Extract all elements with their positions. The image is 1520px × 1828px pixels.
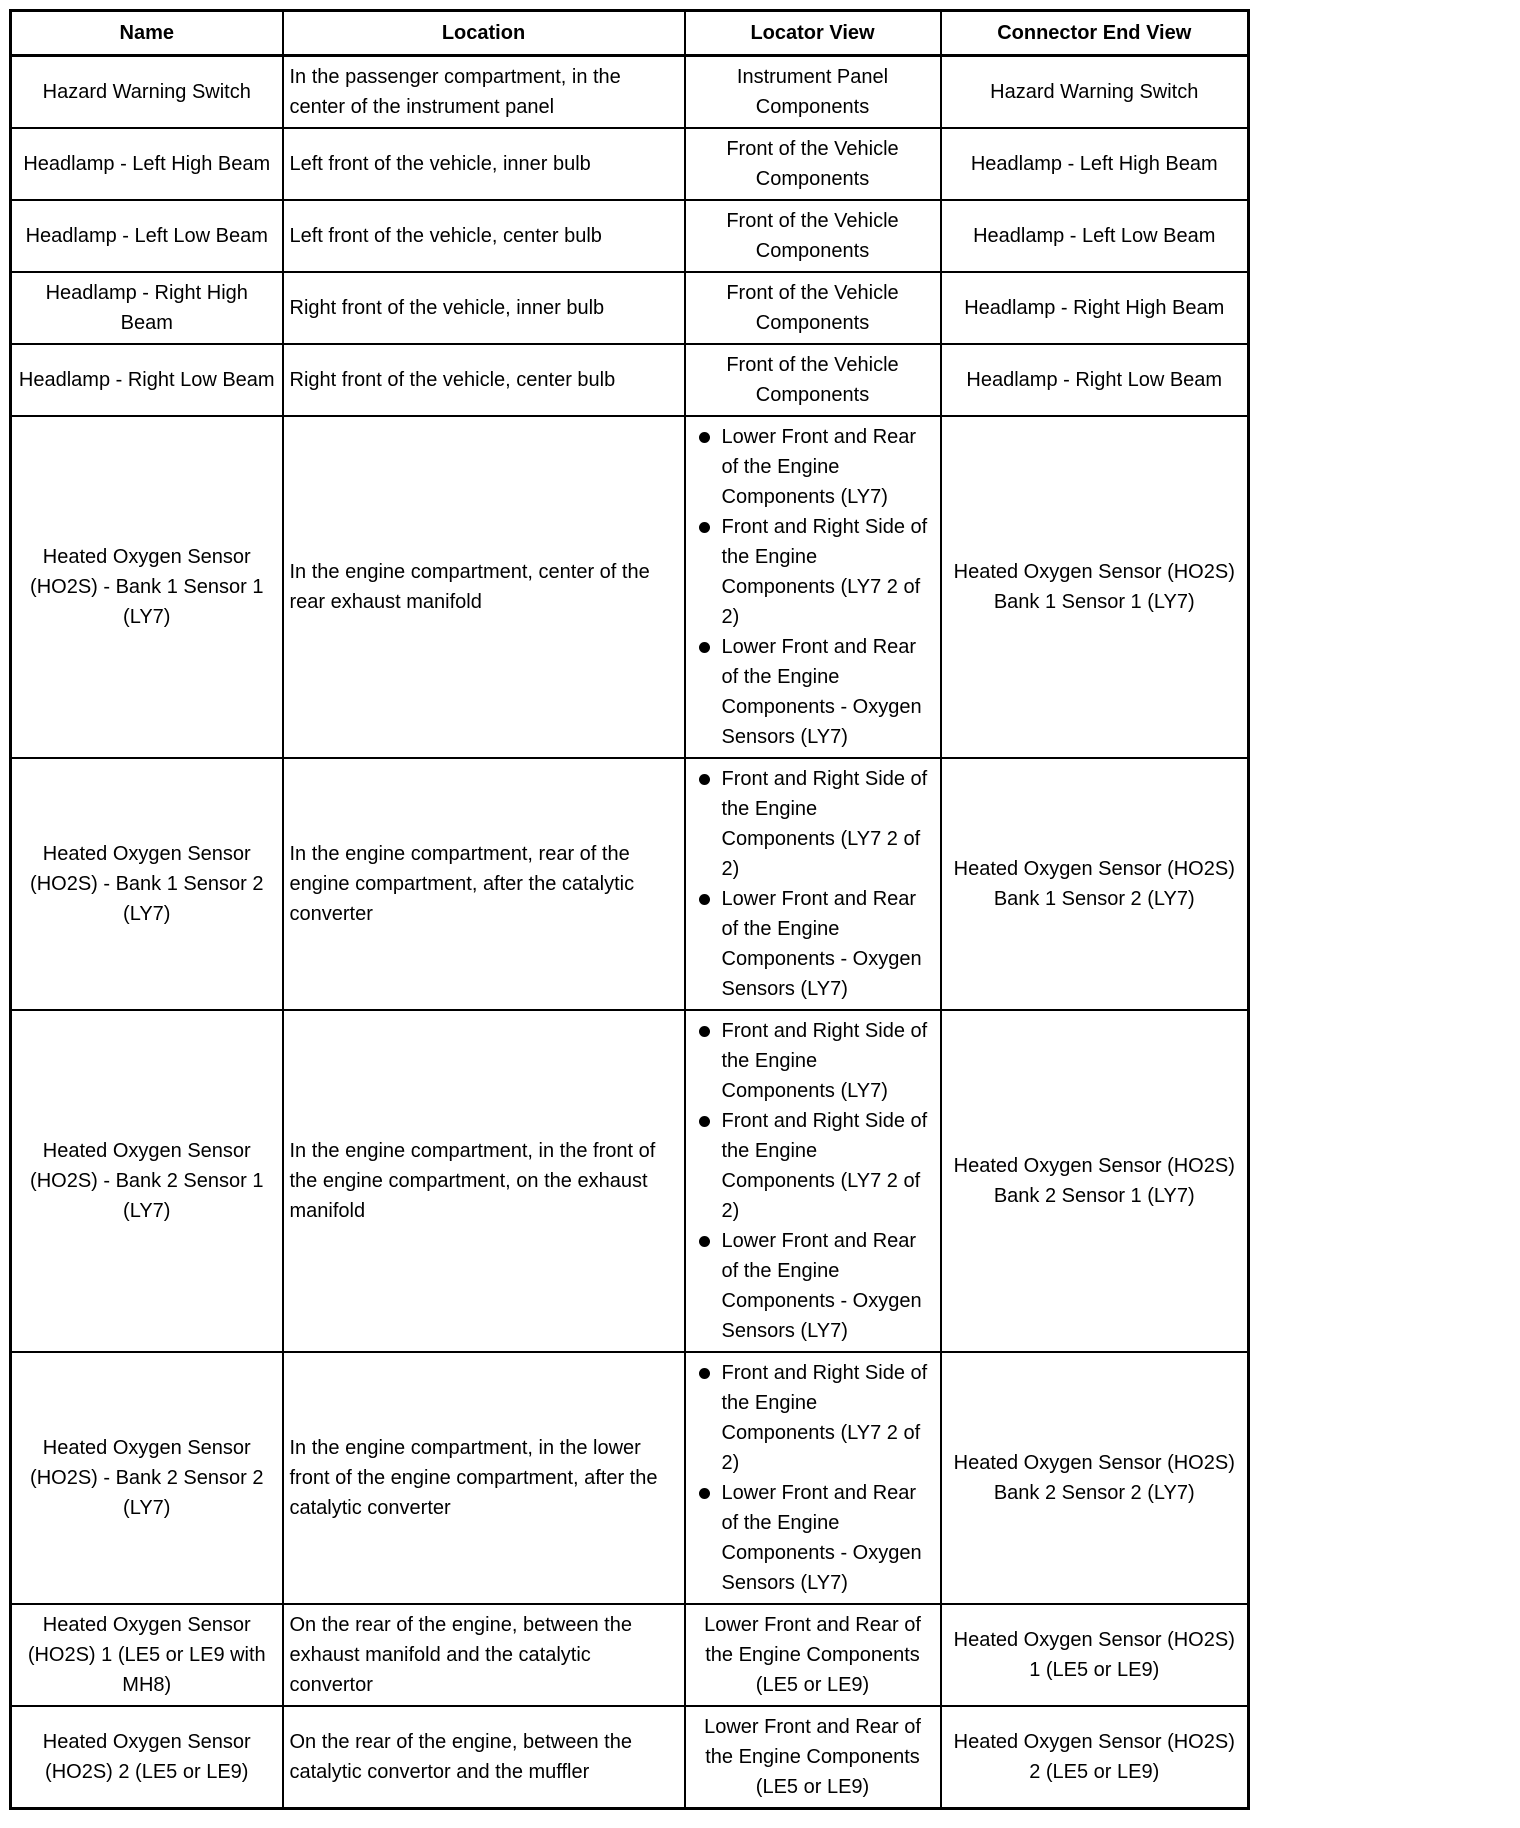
name-cell: Headlamp - Right High Beam [11,272,283,344]
locator-view-cell [685,758,941,1010]
column-header-connector-end-view: Connector End View [941,11,1249,56]
name-cell: Heated Oxygen Sensor (HO2S) - Bank 2 Sensor 1 (LY7) [11,1010,283,1352]
location-cell: Right front of the vehicle, inner bulb [283,272,685,344]
location-cell: In the engine compartment, in the lower front of the engine compartment, after the catalytic converter [283,1352,685,1604]
table-body [11,56,1249,1809]
connector-end-view-cell: Heated Oxygen Sensor (HO2S) Bank 2 Sensor 2 (LY7) [941,1352,1249,1604]
locator-view-list [692,1358,934,1598]
location-cell: In the engine compartment, in the front of the engine compartment, on the exhaust manifold [283,1010,685,1352]
table-row [11,416,1249,758]
locator-view-item: Lower Front and Rear of the Engine Components - Oxygen Sensors (LY7) [692,1478,934,1598]
table-row [11,1604,1249,1706]
connector-end-view-cell: Hazard Warning Switch [941,56,1249,129]
location-cell: In the engine compartment, rear of the engine compartment, after the catalytic converter [283,758,685,1010]
locator-view-item: Front and Right Side of the Engine Components (LY7 2 of 2) [692,1358,934,1478]
location-cell: In the engine compartment, center of the rear exhaust manifold [283,416,685,758]
location-cell: Left front of the vehicle, inner bulb [283,128,685,200]
table-row [11,128,1249,200]
location-cell: On the rear of the engine, between the catalytic convertor and the muffler [283,1706,685,1809]
locator-view-cell [685,1010,941,1352]
table-row [11,1010,1249,1352]
component-locator-table [9,9,1250,1810]
locator-view-item: Front and Right Side of the Engine Components (LY7 2 of 2) [692,1106,934,1226]
locator-view-cell: Front of the Vehicle Components [685,200,941,272]
locator-view-item: Lower Front and Rear of the Engine Components - Oxygen Sensors (LY7) [692,884,934,1004]
table-row [11,200,1249,272]
connector-end-view-cell: Headlamp - Right Low Beam [941,344,1249,416]
locator-view-item: Lower Front and Rear of the Engine Components - Oxygen Sensors (LY7) [692,1226,934,1346]
locator-view-cell [685,416,941,758]
locator-view-item: Lower Front and Rear of the Engine Components - Oxygen Sensors (LY7) [692,632,934,752]
column-header-locator-view: Locator View [685,11,941,56]
name-cell: Headlamp - Left Low Beam [11,200,283,272]
location-cell: Left front of the vehicle, center bulb [283,200,685,272]
locator-view-list [692,422,934,752]
locator-view-list [692,1016,934,1346]
name-cell: Heated Oxygen Sensor (HO2S) - Bank 1 Sensor 2 (LY7) [11,758,283,1010]
connector-end-view-cell: Headlamp - Right High Beam [941,272,1249,344]
name-cell: Heated Oxygen Sensor (HO2S) 1 (LE5 or LE9 with MH8) [11,1604,283,1706]
locator-view-item: Front and Right Side of the Engine Components (LY7 2 of 2) [692,764,934,884]
locator-view-cell [685,1352,941,1604]
table-header [11,11,1249,56]
locator-view-list [692,764,934,1004]
column-header-name: Name [11,11,283,56]
name-cell: Heated Oxygen Sensor (HO2S) - Bank 2 Sensor 2 (LY7) [11,1352,283,1604]
name-cell: Heated Oxygen Sensor (HO2S) 2 (LE5 or LE9) [11,1706,283,1809]
locator-view-cell: Lower Front and Rear of the Engine Components (LE5 or LE9) [685,1706,941,1809]
table-row [11,1352,1249,1604]
locator-view-cell: Front of the Vehicle Components [685,272,941,344]
table-row [11,344,1249,416]
table-row [11,1706,1249,1809]
location-cell: On the rear of the engine, between the exhaust manifold and the catalytic convertor [283,1604,685,1706]
header-row [11,11,1249,56]
locator-view-cell: Instrument Panel Components [685,56,941,129]
name-cell: Heated Oxygen Sensor (HO2S) - Bank 1 Sensor 1 (LY7) [11,416,283,758]
name-cell: Hazard Warning Switch [11,56,283,129]
name-cell: Headlamp - Left High Beam [11,128,283,200]
locator-view-cell: Lower Front and Rear of the Engine Components (LE5 or LE9) [685,1604,941,1706]
table-row [11,758,1249,1010]
connector-end-view-cell: Heated Oxygen Sensor (HO2S) Bank 2 Sensor 1 (LY7) [941,1010,1249,1352]
location-cell: Right front of the vehicle, center bulb [283,344,685,416]
name-cell: Headlamp - Right Low Beam [11,344,283,416]
locator-view-item: Front and Right Side of the Engine Components (LY7 2 of 2) [692,512,934,632]
connector-end-view-cell: Headlamp - Left High Beam [941,128,1249,200]
table-row [11,272,1249,344]
locator-view-cell: Front of the Vehicle Components [685,344,941,416]
table-row [11,56,1249,129]
connector-end-view-cell: Heated Oxygen Sensor (HO2S) Bank 1 Sensor 1 (LY7) [941,416,1249,758]
locator-view-item: Front and Right Side of the Engine Components (LY7) [692,1016,934,1106]
locator-view-item: Lower Front and Rear of the Engine Components (LY7) [692,422,934,512]
column-header-location: Location [283,11,685,56]
connector-end-view-cell: Heated Oxygen Sensor (HO2S) 2 (LE5 or LE9) [941,1706,1249,1809]
connector-end-view-cell: Heated Oxygen Sensor (HO2S) 1 (LE5 or LE9) [941,1604,1249,1706]
connector-end-view-cell: Headlamp - Left Low Beam [941,200,1249,272]
location-cell: In the passenger compartment, in the center of the instrument panel [283,56,685,129]
connector-end-view-cell: Heated Oxygen Sensor (HO2S) Bank 1 Sensor 2 (LY7) [941,758,1249,1010]
locator-view-cell: Front of the Vehicle Components [685,128,941,200]
